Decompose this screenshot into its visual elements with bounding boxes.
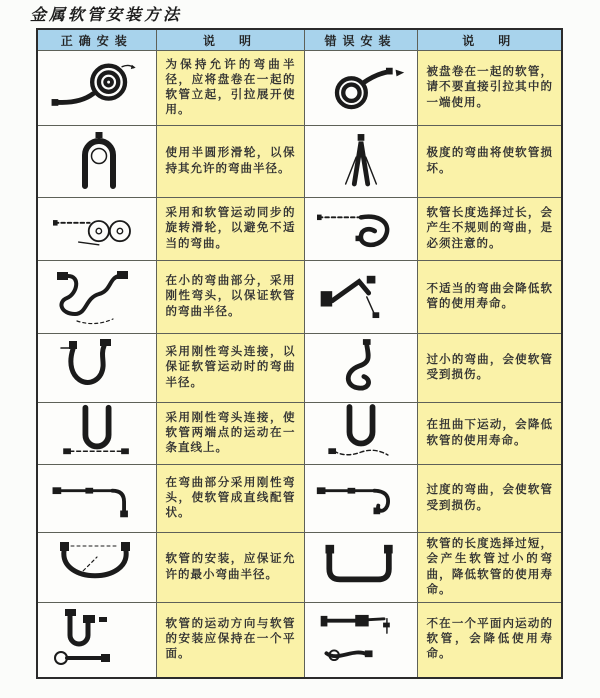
correct-image-cell [37, 126, 156, 198]
wrong-image-cell [304, 126, 417, 198]
correct-description: 在小的弯曲部分，采用刚性弯头，以保证软管的弯曲半径。 [156, 261, 304, 334]
wrong-description: 在扭曲下运动，会降低软管的使用寿命。 [417, 403, 562, 465]
correct-image-cell [37, 403, 156, 465]
correct-description: 软管的运动方向与软管的安装应保持在一个平面。 [156, 603, 304, 678]
wrong-image-cell [304, 198, 417, 261]
single-plane-routing-icon [47, 606, 147, 668]
wrong-image-cell [304, 603, 417, 678]
wrong-description: 被盘卷在一起的软管，请不要直接引拉其中的一端使用。 [417, 51, 562, 126]
too-small-bend-hook-icon [313, 336, 409, 396]
page-title: 金属软管安装方法 [30, 5, 183, 24]
coiled-hose-upright-icon [47, 57, 147, 115]
column-header-wrong-install: 错误安装 [304, 29, 417, 51]
correct-description: 软管的安装，应保证允许的最小弯曲半径。 [156, 533, 304, 603]
twisted-u-loop-icon [313, 403, 409, 459]
semicircular-pulley-hose-icon [47, 129, 147, 189]
table-row [37, 334, 562, 403]
correct-image-cell [37, 603, 156, 678]
table-row [37, 603, 562, 678]
header-row [37, 29, 562, 51]
wrong-image-cell [304, 334, 417, 403]
improper-kinked-bend-icon [313, 265, 409, 325]
table-row [37, 126, 562, 198]
wrong-description: 极度的弯曲将使软管损坏。 [417, 126, 562, 198]
column-header-correct-install: 正确安装 [37, 29, 156, 51]
wrong-description: 软管长度选择过长，会产生不规则的弯曲，是必须注意的。 [417, 198, 562, 261]
rigid-elbow-small-bend-icon [47, 264, 147, 326]
correct-image-cell [37, 51, 156, 126]
synchronized-rotating-pulleys-icon [47, 199, 147, 254]
wrong-description: 过度的弯曲，会使软管受到损伤。 [417, 465, 562, 533]
extreme-sharp-bend-icon [313, 129, 409, 189]
correct-description: 采用刚性弯头连接，使软管两端点的运动在一条直线上。 [156, 403, 304, 465]
wrong-description: 软管的长度选择过短，会产生软管过小的弯曲，降低软管的使用寿命。 [417, 533, 562, 603]
correct-image-cell [37, 261, 156, 334]
u-loop-inline-motion-icon [47, 403, 147, 459]
correct-description: 为保持允许的弯曲半径，应将盘卷在一起的软管立起，引拉展开使用。 [156, 51, 304, 126]
wrong-description: 过小的弯曲，会使软管受到损伤。 [417, 334, 562, 403]
wrong-image-cell [304, 403, 417, 465]
wrong-description: 不适当的弯曲会降低软管的使用寿命。 [417, 261, 562, 334]
coiled-hose-pulled-end-icon [313, 57, 409, 115]
column-header-description-2: 说 明 [417, 29, 562, 51]
table-row [37, 465, 562, 533]
correct-image-cell [37, 198, 156, 261]
out-of-plane-motion-icon [313, 606, 409, 668]
straight-pipe-rigid-elbow-icon [47, 467, 147, 525]
correct-image-cell [37, 334, 156, 403]
hose-installation-table [36, 28, 563, 679]
overlong-hose-irregular-loop-icon [313, 199, 409, 254]
correct-description: 在弯曲部分采用刚性弯头，使软管成直线配管状。 [156, 465, 304, 533]
overbent-elbow-icon [313, 467, 409, 525]
table-row [37, 403, 562, 465]
wrong-image-cell [304, 533, 417, 603]
table-row [37, 51, 562, 126]
correct-description: 采用刚性弯头连接，以保证软管运动时的弯曲半径。 [156, 334, 304, 403]
wrong-image-cell [304, 465, 417, 533]
wrong-image-cell [304, 51, 417, 126]
correct-image-cell [37, 533, 156, 603]
correct-description: 使用半圆形滑轮，以保持其允许的弯曲半径。 [156, 126, 304, 198]
correct-image-cell [37, 465, 156, 533]
wide-smooth-u-bend-icon [47, 537, 147, 593]
short-flat-u-bend-icon [313, 537, 409, 593]
wrong-image-cell [304, 261, 417, 334]
rigid-elbow-connection-icon [47, 336, 147, 396]
table-row [37, 533, 562, 603]
column-header-description-1: 说 明 [156, 29, 304, 51]
table-row [37, 198, 562, 261]
correct-description: 采用和软管运动同步的旋转滑轮，以避免不适当的弯曲。 [156, 198, 304, 261]
table-row [37, 261, 562, 334]
wrong-description: 不在一个平面内运动的软管，会降低使用寿命。 [417, 603, 562, 678]
